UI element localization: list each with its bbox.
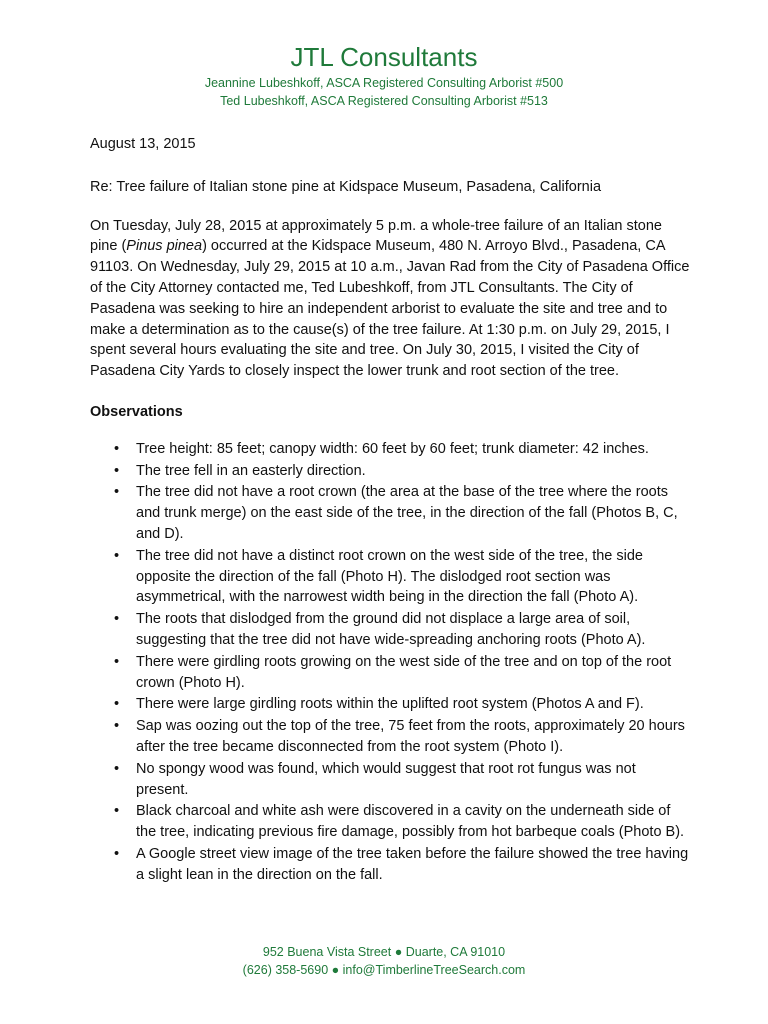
- observation-item: [90, 844, 690, 886]
- bullet-icon: •: [114, 653, 120, 670]
- observation-item: [90, 801, 690, 843]
- observation-item: [90, 694, 690, 715]
- observation-text: No spongy wood was found, which would suggest that root rot fungus was not present.: [136, 760, 636, 798]
- observations-list: [90, 439, 690, 886]
- observations-heading: Observations: [90, 403, 183, 420]
- bullet-icon: •: [114, 547, 120, 564]
- observation-item: [90, 461, 690, 482]
- bullet-icon: •: [114, 803, 120, 820]
- footer-address: 952 Buena Vista Street ● Duarte, CA 91010: [262, 945, 506, 959]
- observation-text: There were girdling roots growing on the west side of the tree and on top of the root crown (Photo H).: [136, 653, 672, 691]
- observation-item: [90, 439, 690, 460]
- arborist-line-2: Ted Lubeshkoff, ASCA Registered Consulting Arborist #513: [220, 94, 548, 108]
- letterhead: [0, 40, 768, 110]
- intro-text-before: On Tuesday, July 28, 2015 at approximately 5 p.m. a whole-tree failure of an Italian stone pine (: [90, 217, 662, 255]
- observation-item: [90, 652, 690, 694]
- arborist-line-1: Jeannine Lubeshkoff, ASCA Registered Consulting Arborist #500: [204, 76, 564, 90]
- bullet-icon: •: [114, 696, 120, 713]
- bullet-icon: •: [114, 462, 120, 479]
- intro-text-after: ) occurred at the Kidspace Museum, 480 N. Arroyo Blvd., Pasadena, CA 91103. On Wednesday, July 29, 2015 at 10 a.m., Javan Rad from the City of Pasadena Office of the City Attorney contacted me, Ted Lubeshkoff, from JTL Consultants. The City of Pasadena was seeking to hire an independent arborist to evaluate the site and tree and to make a determination as to the cause(s) of the tree failure. At 1:30 p.m. on July 29, 2015, I spent several hours evaluating the site and tree. On July 30, 2015, I visited the City of Pasadena City Yards to closely inspect the lower trunk and root section of the tree.: [90, 238, 690, 380]
- letter-body: [90, 134, 690, 887]
- observation-text: Sap was oozing out the top of the tree, 75 feet from the roots, approximately 20 hours after the tree became disconnected from the root system (Photo I).: [136, 718, 685, 755]
- observation-text: Tree height: 85 feet; canopy width: 60 feet by 60 feet; trunk diameter: 42 inches.: [136, 440, 649, 457]
- bullet-icon: •: [114, 760, 120, 777]
- observation-text: A Google street view image of the tree taken before the failure showed the tree having a slight lean in the direction on the fall.: [136, 845, 689, 883]
- observation-text: The tree fell in an easterly direction.: [136, 462, 366, 479]
- bullet-icon: •: [114, 440, 120, 457]
- footer: [0, 943, 768, 979]
- intro-paragraph: [90, 216, 690, 382]
- observation-item: [90, 609, 690, 651]
- observation-text: The tree did not have a distinct root crown on the west side of the tree, the side opposite the direction of the fall (Photo H). The dislodged root section was asymmetrical, with the narrowest width being in the direction the fall (Photo A).: [136, 547, 643, 606]
- observation-item: [90, 546, 690, 608]
- observation-item: [90, 759, 690, 801]
- observation-text: The roots that dislodged from the ground did not displace a large area of soil, suggesting that the tree did not have wide-spreading anchoring roots (Photo A).: [136, 611, 646, 648]
- species-name: Pinus pinea: [126, 238, 203, 255]
- bullet-icon: •: [114, 484, 120, 501]
- bullet-icon: •: [114, 845, 120, 862]
- letter-subject: Re: Tree failure of Italian stone pine at Kidspace Museum, Pasadena, California: [90, 178, 602, 195]
- bullet-icon: •: [114, 611, 120, 628]
- footer-contact[interactable]: (626) 358-5690 ● info@TimberlineTreeSearch.com: [242, 963, 526, 977]
- bullet-icon: •: [114, 718, 120, 735]
- firm-name: JTL Consultants: [290, 42, 478, 72]
- observation-item: [90, 482, 690, 544]
- observation-text: Black charcoal and white ash were discovered in a cavity on the underneath side of the tree, indicating previous fire damage, possibly from hot barbeque coals (Photo B).: [136, 803, 685, 841]
- letter-date: August 13, 2015: [90, 136, 196, 152]
- observation-text: The tree did not have a root crown (the area at the base of the tree where the roots and trunk merge) on the east side of the tree, in the direction of the fall (Photos B, C, and D).: [136, 484, 678, 542]
- observation-text: There were large girdling roots within the uplifted root system (Photos A and F).: [136, 696, 644, 713]
- observation-item: [90, 716, 690, 758]
